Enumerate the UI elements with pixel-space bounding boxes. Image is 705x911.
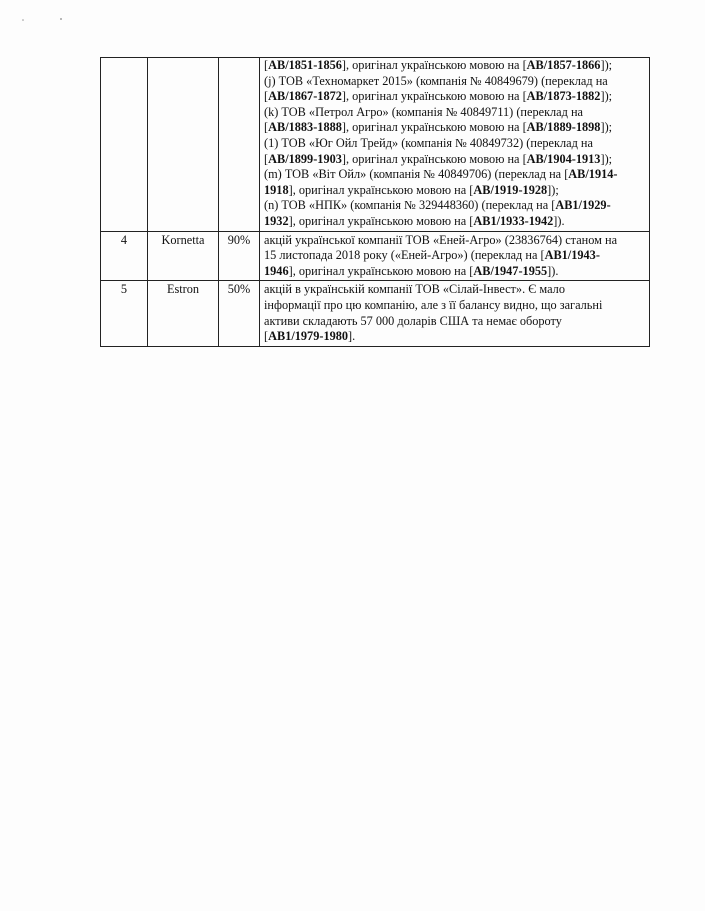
text-segment: ], оригінал українською мовою на [ (288, 213, 474, 228)
document-reference: АВ/1857-1866 (526, 58, 601, 72)
description-line (264, 167, 645, 183)
document-reference: АВ/1889-1898 (526, 120, 601, 135)
description-line (264, 248, 645, 264)
text-segment: (m) ТОВ «Віт Ойл» (компанія № 40849706) (переклад на [ (264, 167, 569, 182)
description-cell (260, 281, 650, 346)
table-row (101, 231, 650, 281)
text-segment: ], оригінал українською мовою на [ (341, 120, 527, 135)
text-segment: ]); (600, 89, 613, 104)
text-segment: ]. (348, 329, 356, 344)
holdings-table (100, 57, 650, 347)
company-name-cell: Kornetta (148, 231, 219, 281)
text-segment: 15 листопада 2018 року («Еней-Агро») (переклад на [ (264, 248, 545, 263)
document-reference: АВ1/1929- (555, 198, 611, 213)
text-segment: ], оригінал українською мовою на [ (341, 89, 527, 104)
text-segment: ], оригінал українською мовою на [ (288, 182, 474, 197)
text-segment: [ (264, 89, 269, 104)
text-segment: активи складають 57 000 доларів США та немає обороту (264, 313, 562, 328)
document-reference: АВ1/1933-1942 (473, 213, 554, 228)
document-reference: АВ/1919-1928 (473, 182, 548, 197)
text-segment: ]); (600, 120, 613, 135)
row-number-cell: 4 (101, 231, 148, 281)
document-reference: 1918 (264, 182, 289, 197)
document-reference: АВ/1899-1903 (268, 151, 342, 166)
share-percent-cell (219, 58, 260, 232)
company-name-cell: Estron (148, 281, 219, 346)
text-segment: (k) ТОВ «Петрол Агро» (компанія № 40849711) (переклад на (264, 104, 584, 119)
document-reference: АВ/1914- (568, 167, 618, 182)
description-line (264, 264, 645, 280)
text-segment: [ (264, 151, 269, 166)
description-line (264, 74, 645, 90)
text-segment: (n) ТОВ «НПК» (компанія № 329448360) (переклад на [ (264, 198, 556, 213)
description-cell (260, 58, 650, 232)
document-reference: АВ/1904-1913 (526, 151, 601, 166)
document-reference: АВ1/1943- (544, 248, 600, 263)
document-reference: 1932 (264, 213, 289, 228)
text-segment: ]). (553, 213, 565, 228)
share-percent-cell: 50% (219, 281, 260, 346)
text-segment: (j) ТОВ «Техномаркет 2015» (компанія № 40849679) (переклад на (264, 73, 608, 88)
description-cell (260, 231, 650, 281)
text-segment: інформації про цю компанію, але з її балансу видно, що загальні (264, 297, 603, 312)
description-line (264, 329, 645, 345)
description-line (264, 120, 645, 136)
text-segment: ], оригінал українською мовою на [ (341, 151, 527, 166)
document-reference: 1946 (264, 263, 289, 278)
text-segment: ]). (547, 263, 559, 278)
text-segment: ]); (600, 58, 613, 72)
description-line (264, 198, 645, 214)
description-line (264, 233, 645, 249)
description-line (264, 298, 645, 314)
document-reference: АВ/1883-1888 (268, 120, 342, 135)
company-name-cell (148, 58, 219, 232)
description-line (264, 152, 645, 168)
description-line (264, 314, 645, 330)
document-reference: АВ/1851-1856 (268, 58, 342, 72)
row-number-cell: 5 (101, 281, 148, 346)
text-segment: [ (264, 58, 269, 72)
text-segment: акцій в українській компанії ТОВ «Сілай-Інвест». Є мало (264, 282, 565, 297)
text-segment: [ (264, 329, 269, 344)
table-row (101, 58, 650, 232)
text-segment: [ (264, 120, 269, 135)
text-segment: ]); (547, 182, 559, 197)
document-reference: АВ/1947-1955 (473, 263, 548, 278)
text-segment: ], оригінал українською мовою на [ (341, 58, 527, 72)
description-line (264, 89, 645, 105)
scan-speck-marks (20, 14, 80, 26)
document-reference: АВ/1873-1882 (526, 89, 601, 104)
description-line (264, 282, 645, 298)
table-row (101, 281, 650, 346)
text-segment: (1) ТОВ «Юг Ойл Трейд» (компанія № 40849732) (переклад на (264, 135, 593, 150)
share-percent-cell: 90% (219, 231, 260, 281)
description-line (264, 105, 645, 121)
text-segment: акцій української компанії ТОВ «Еней-Агро» (23836764) станом на (264, 232, 618, 247)
description-line (264, 214, 645, 230)
document-reference: АВ/1867-1872 (268, 89, 342, 104)
description-line (264, 136, 645, 152)
text-segment: ], оригінал українською мовою на [ (288, 263, 474, 278)
description-line (264, 183, 645, 199)
description-line (264, 58, 645, 74)
document-reference: АВ1/1979-1980 (268, 329, 349, 344)
row-number-cell (101, 58, 148, 232)
text-segment: ]); (600, 151, 613, 166)
